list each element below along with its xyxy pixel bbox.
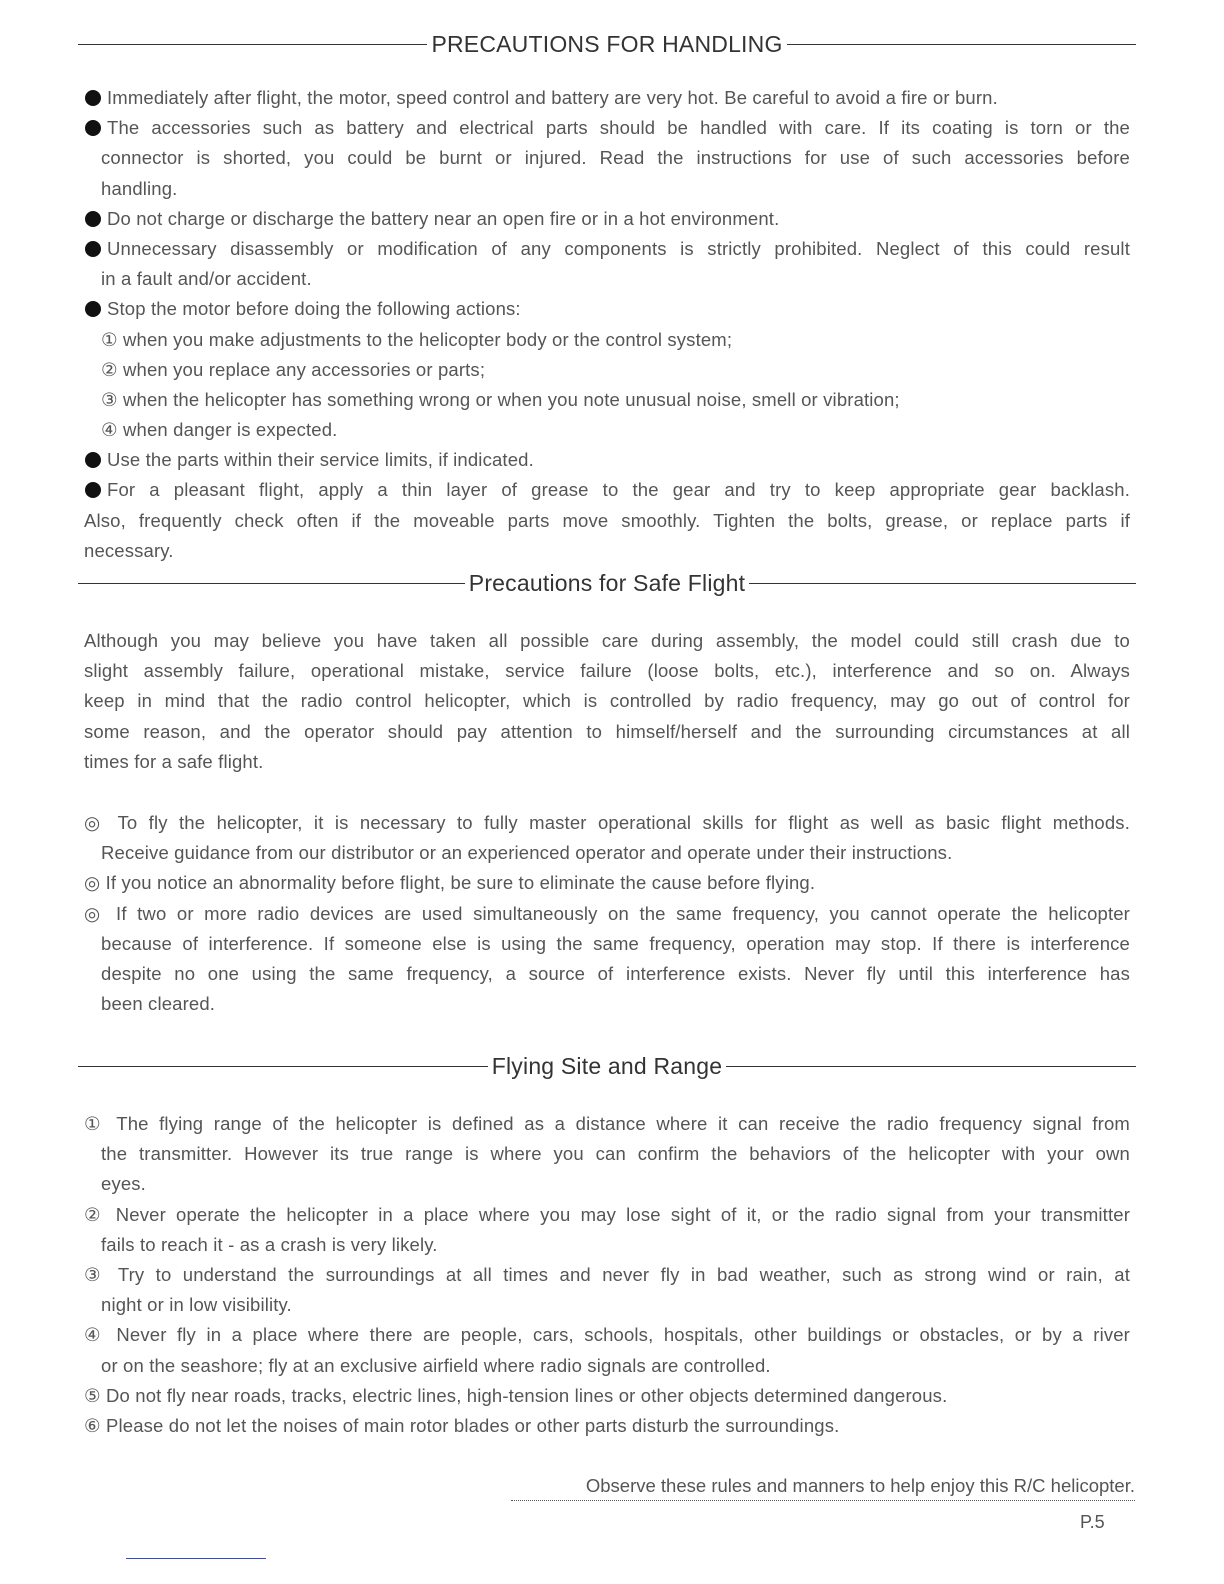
list-item-continued: Receive guidance from our distributor or an experienced operator and operate under their instructions. — [101, 842, 953, 864]
bullet-item: For a pleasant flight, apply a thin layer of grease to the gear and try to keep appropriate gear backlash. — [84, 475, 1130, 505]
bullet-item: The accessories such as battery and electrical parts should be handled with care. If its coating is torn or the — [84, 113, 1130, 143]
bullet-icon — [85, 90, 101, 106]
safe-flight-intro — [84, 626, 1130, 777]
list-item-continued: night or in low visibility. — [101, 1294, 292, 1316]
page-number: P.5 — [1080, 1512, 1105, 1532]
list-item-continued: or on the seashore; fly at an exclusive airfield where radio signals are controlled. — [101, 1354, 771, 1376]
paragraph-line: keep in mind that the radio control helicopter, which is controlled by radio frequency, may go out of control for — [84, 690, 1130, 712]
section-heading-safe-flight — [78, 568, 1136, 598]
list-item: ⑤ Do not fly near roads, tracks, electric lines, high-tension lines or other objects determined dangerous. — [84, 1384, 948, 1406]
section-heading-handling — [78, 29, 1136, 59]
list-item: ② Never operate the helicopter in a place where you may lose sight of it, or the radio signal from your transmitter — [84, 1203, 1130, 1225]
list-item: ◎ If you notice an abnormality before flight, be sure to eliminate the cause before flying. — [84, 872, 816, 894]
bullet-icon — [85, 211, 101, 227]
heading-rule-left — [78, 1066, 488, 1067]
bullet-item: Use the parts within their service limits, if indicated. — [84, 445, 1130, 475]
heading-text: Flying Site and Range — [491, 1052, 723, 1079]
bullet-item: Unnecessary disassembly or modification of any components is strictly prohibited. Neglect of this could result — [84, 234, 1130, 264]
list-item: ① The flying range of the helicopter is defined as a distance where it can receive the radio frequency signal from — [84, 1113, 1130, 1134]
list-item-continued: eyes. — [101, 1173, 146, 1195]
list-item-continued: the transmitter. However its true range is where you can confirm the behaviors of the helicopter with your own — [101, 1143, 1130, 1165]
bullet-icon — [85, 241, 101, 257]
sub-item: ③ when the helicopter has something wrong or when you note unusual noise, smell or vibration; — [101, 388, 900, 410]
paragraph-line: times for a safe flight. — [84, 750, 264, 772]
bullet-icon — [85, 120, 101, 136]
handling-precautions — [84, 83, 1130, 566]
bullet-item-continued: handling. — [101, 177, 178, 199]
heading-rule-right — [787, 44, 1136, 45]
bullet-item-continued: necessary. — [84, 539, 174, 561]
list-item: ⑥ Please do not let the noises of main rotor blades or other parts disturb the surroundings. — [84, 1414, 840, 1436]
paragraph-line: some reason, and the operator should pay attention to himself/herself and the surrounding circumstances at all — [84, 720, 1130, 742]
bullet-icon — [85, 452, 101, 468]
list-item: ③ Try to understand the surroundings at all times and never fly in bad weather, such as strong wind or rain, at — [84, 1263, 1130, 1285]
bullet-item-continued: connector is shorted, you could be burnt or injured. Read the instructions for use of such accessories before — [101, 147, 1130, 169]
list-item: ◎ To fly the helicopter, it is necessary to fully master operational skills for flight as well as basic flight methods. — [84, 812, 1130, 833]
heading-text: PRECAUTIONS FOR HANDLING — [431, 30, 783, 57]
bullet-icon — [85, 482, 101, 498]
bullet-item: Do not charge or discharge the battery near an open fire or in a hot environment. — [84, 204, 1130, 234]
list-item: ④ Never fly in a place where there are people, cars, schools, hospitals, other buildings or obstacles, or by a river — [84, 1324, 1130, 1346]
sub-item: ② when you replace any accessories or parts; — [101, 358, 486, 380]
sub-item: ④ when danger is expected. — [101, 419, 338, 441]
heading-rule-right — [726, 1066, 1136, 1067]
bullet-item: Stop the motor before doing the following actions: — [84, 294, 1130, 324]
list-item-continued: despite no one using the same frequency, a source of interference exists. Never fly until this interference has — [101, 962, 1130, 984]
paragraph-line: slight assembly failure, operational mistake, service failure (loose bolts, etc.), interference and so on. Always — [84, 660, 1130, 682]
heading-text: Precautions for Safe Flight — [468, 569, 746, 596]
list-item: ◎ If two or more radio devices are used simultaneously on the same frequency, you cannot operate the helicopter — [84, 902, 1130, 924]
footnote-rule — [126, 1558, 266, 1559]
bullet-icon — [85, 301, 101, 317]
sub-item: ① when you make adjustments to the helicopter body or the control system; — [101, 328, 733, 350]
flying-site-items — [84, 1109, 1130, 1441]
footer-note: Observe these rules and manners to help enjoy this R/C helicopter. — [511, 1474, 1135, 1501]
heading-rule-left — [78, 44, 427, 45]
list-item-continued: been cleared. — [101, 993, 216, 1015]
list-item-continued: fails to reach it - as a crash is very likely. — [101, 1233, 438, 1255]
bullet-item-continued: Also, frequently check often if the moveable parts move smoothly. Tighten the bolts, grease, or replace parts if — [84, 509, 1130, 531]
paragraph-line: Although you may believe you have taken all possible care during assembly, the model could still crash due to — [84, 630, 1130, 651]
bullet-item: Immediately after flight, the motor, speed control and battery are very hot. Be careful to avoid a fire or burn. — [84, 83, 1130, 113]
safe-flight-items — [84, 808, 1130, 1019]
heading-rule-right — [749, 583, 1136, 584]
heading-rule-left — [78, 583, 465, 584]
list-item-continued: because of interference. If someone else is using the same frequency, operation may stop. If there is interference — [101, 932, 1130, 954]
section-heading-flying-site — [78, 1051, 1136, 1081]
bullet-item-continued: in a fault and/or accident. — [101, 268, 312, 290]
